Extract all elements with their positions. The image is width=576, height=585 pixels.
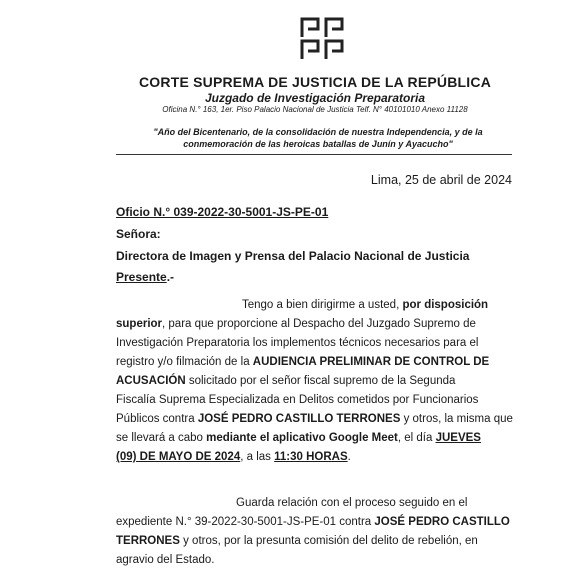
oficio-number: Oficio N.° 039-2022-30-5001-JS-PE-01 xyxy=(116,205,329,219)
p1-line-9 xyxy=(116,448,504,467)
p2-line-2 xyxy=(116,513,510,532)
presente-label: Presente xyxy=(116,270,167,284)
p1-text: , el día xyxy=(397,432,436,444)
recipient: Directora de Imagen y Prensa del Palacio Nacional de Justicia xyxy=(116,249,470,263)
header-divider xyxy=(116,154,512,155)
defendant-name: JOSÉ PEDRO CASTILLO TERRONES xyxy=(197,413,401,425)
paragraph-case xyxy=(116,494,510,570)
juzgado-name: Juzgado de Investigación Preparatoria xyxy=(204,91,426,105)
p1-text: solicitado por el señor fiscal supremo de la Segunda xyxy=(185,375,456,387)
presente xyxy=(116,270,174,284)
p1-text: y otros, la misma que xyxy=(400,413,513,425)
presente-suffix: .- xyxy=(166,270,175,284)
p1-bold: ACUSACIÓN xyxy=(116,375,186,387)
p1-line-7 xyxy=(116,410,513,429)
p1-line-1 xyxy=(116,296,504,315)
hearing-day: JUEVES xyxy=(435,432,481,444)
p1-bold: por disposición xyxy=(402,299,489,311)
defendant-name: TERRONES xyxy=(116,535,180,547)
p1-line-3: Investigación Preparatoria los implementos técnicos necesarios para el xyxy=(116,337,479,349)
p1-line-8 xyxy=(116,429,504,448)
year-motto xyxy=(118,126,518,150)
p1-text: Tengo a bien dirigirme a usted, xyxy=(242,299,403,311)
salutation: Señora: xyxy=(116,227,161,241)
document-date: Lima, 25 de abril de 2024 xyxy=(370,173,512,187)
p2-line-3 xyxy=(116,532,504,551)
motto-line-1: "Año del Bicentenario, de la consolidación de nuestra Independencia, y de la xyxy=(153,127,483,137)
court-name: CORTE SUPREMA DE JUSTICIA DE LA REPÚBLICA xyxy=(139,74,491,90)
pj-logo-icon xyxy=(298,13,350,65)
p1-text: , a las xyxy=(240,451,275,463)
p1-bold: AUDIENCIA PRELIMINAR DE CONTROL DE xyxy=(252,356,490,368)
p1-line-6: Fiscalía Suprema Especializada en Delitos cometidos por Funcionarios xyxy=(116,394,479,406)
defendant-name: JOSÉ PEDRO CASTILLO xyxy=(374,516,510,528)
p1-line-4 xyxy=(116,353,504,372)
p1-text: . xyxy=(347,451,351,463)
p2-text: expediente N.° 39-2022-30-5001-JS-PE-01 contra xyxy=(116,516,375,528)
p1-text: registro y/o filmación de la xyxy=(116,356,253,368)
motto-line-2: conmemoración de las heroicas batallas de Junín y Ayacucho" xyxy=(183,139,453,149)
p2-line-4: agravio del Estado. xyxy=(116,554,215,566)
office-address: Oficina N.° 163, 1er. Piso Palacio Nacional de Justicia Telf. N° 40101010 Anexo 11128 xyxy=(162,105,468,114)
paragraph-request xyxy=(116,296,513,467)
p1-text: , para que proporcione al Despacho del Juzgado Supremo de xyxy=(162,318,476,330)
p1-bold: mediante el aplicativo Google Meet xyxy=(206,432,398,444)
p1-bold: superior xyxy=(116,318,163,330)
p2-text: y otros, por la presunta comisión del delito de rebelión, en xyxy=(179,535,478,547)
p1-line-2 xyxy=(116,315,504,334)
p1-line-5 xyxy=(116,372,504,391)
p1-text: Públicos contra xyxy=(116,413,198,425)
hearing-time: 11:30 HORAS xyxy=(274,451,348,463)
hearing-date: (09) DE MAYO DE 2024 xyxy=(116,451,241,463)
p2-line-1: Guarda relación con el proceso seguido en el xyxy=(236,497,468,509)
p1-text: se llevará a cabo xyxy=(116,432,207,444)
